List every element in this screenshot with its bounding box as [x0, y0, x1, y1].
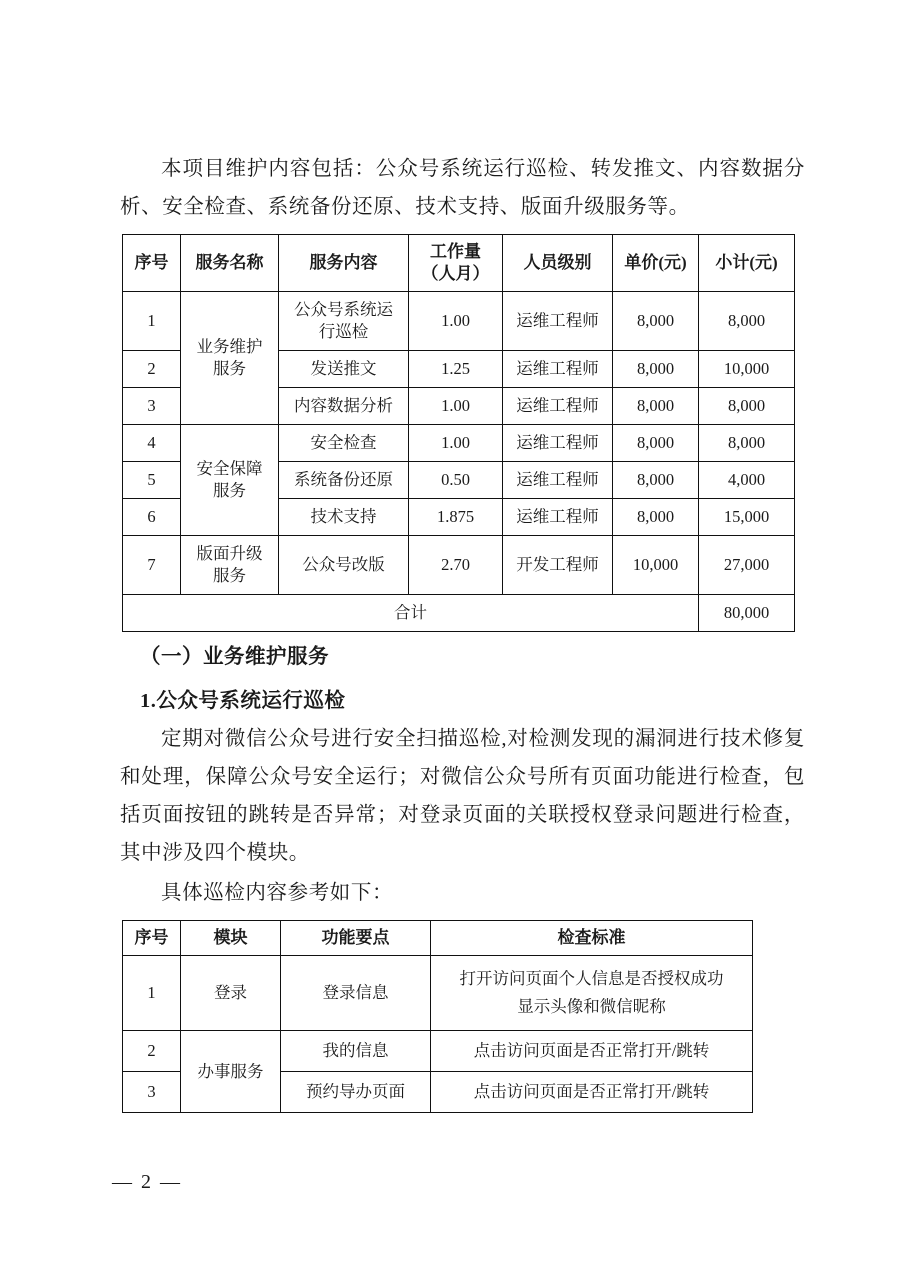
cell-staff-level: 运维工程师: [503, 351, 613, 388]
cell-seq: 6: [123, 499, 181, 536]
cell-unit-price: 8,000: [613, 425, 699, 462]
cell-staff-level: 运维工程师: [503, 462, 613, 499]
standard-line2: 显示头像和微信昵称: [517, 997, 666, 1016]
page-number: — 2 —: [112, 1171, 182, 1193]
header-workload: [409, 235, 503, 292]
cell-unit-price: 8,000: [613, 499, 699, 536]
group3-line2: 服务: [213, 566, 246, 585]
body-paragraph: 定期对微信公众号进行安全扫描巡检,对检测发现的漏洞进行技术修复和处理，保障公众号安全运行；对微信公众号所有页面功能进行检查，包括页面按钮的跳转是否异常；对登录页面的关联授权登录问题进行检查，其中涉及四个模块。: [120, 728, 805, 864]
cell-unit-price: 8,000: [613, 351, 699, 388]
header-staff-level: 人员级别: [503, 235, 613, 292]
header-subtotal: 小计(元): [699, 235, 795, 292]
inspection-table-header: [123, 921, 753, 956]
header-workload-line1: 工作量: [430, 242, 481, 261]
cell-staff-level: 运维工程师: [503, 388, 613, 425]
table-total-row: [123, 595, 795, 632]
cell-unit-price: 8,000: [613, 462, 699, 499]
table-row: [123, 292, 795, 351]
header-seq: 序号: [123, 235, 181, 292]
cell-workload: 1.25: [409, 351, 503, 388]
header-standard: 检查标准: [431, 921, 753, 956]
cell-seq: 1: [123, 956, 181, 1031]
header-seq: 序号: [123, 921, 181, 956]
cell-service-content: [279, 292, 409, 351]
table-header-row: [123, 235, 795, 292]
cell-service-content: 技术支持: [279, 499, 409, 536]
cell-staff-level: 运维工程师: [503, 292, 613, 351]
group1-line1: 业务维护: [196, 337, 263, 356]
cell-service-content: 内容数据分析: [279, 388, 409, 425]
cost-table-body: [123, 292, 795, 632]
cell-service-content: 发送推文: [279, 351, 409, 388]
cell-feature: 预约导办页面: [281, 1072, 431, 1113]
cell-subtotal: 8,000: [699, 425, 795, 462]
cell-workload: 0.50: [409, 462, 503, 499]
cell-unit-price: 10,000: [613, 536, 699, 595]
cell-subtotal: 4,000: [699, 462, 795, 499]
cell-subtotal: 15,000: [699, 499, 795, 536]
cell-service-name-group1: [181, 292, 279, 425]
cell-seq: 5: [123, 462, 181, 499]
lead-in-paragraph: 具体巡检内容参考如下：: [161, 882, 394, 904]
inspection-table-body: [123, 956, 753, 1113]
cell-staff-level: 运维工程师: [503, 425, 613, 462]
cell-subtotal: 27,000: [699, 536, 795, 595]
standard-line1: 打开访问页面个人信息是否授权成功: [459, 969, 724, 988]
cell-feature: 登录信息: [281, 956, 431, 1031]
cell-seq: 7: [123, 536, 181, 595]
cell-seq: 3: [123, 388, 181, 425]
cell-workload: 1.00: [409, 425, 503, 462]
header-unit-price: 单价(元): [613, 235, 699, 292]
cell-seq: 3: [123, 1072, 181, 1113]
cell-module-group2: 办事服务: [181, 1031, 281, 1113]
header-feature: 功能要点: [281, 921, 431, 956]
inspection-table: [122, 920, 753, 1113]
cell-service-content: 公众号改版: [279, 536, 409, 595]
group2-line1: 安全保障: [196, 459, 263, 478]
cell-seq: 2: [123, 1031, 181, 1072]
cell-staff-level: 运维工程师: [503, 499, 613, 536]
group1-line2: 服务: [213, 359, 246, 378]
total-label: 合计: [123, 595, 699, 632]
cell-service-name-group2: [181, 425, 279, 536]
cell-workload: 1.00: [409, 388, 503, 425]
content-line2: 行巡检: [318, 322, 369, 341]
cell-standard: 点击访问页面是否正常打开/跳转: [431, 1072, 753, 1113]
cell-unit-price: 8,000: [613, 292, 699, 351]
cell-standard: [431, 956, 753, 1031]
table-header-row: [123, 921, 753, 956]
group2-line2: 服务: [213, 481, 246, 500]
total-value: 80,000: [699, 595, 795, 632]
table-row: [123, 1031, 753, 1072]
cell-workload: 1.00: [409, 292, 503, 351]
content-line1: 公众号系统运: [294, 300, 393, 319]
table-row: [123, 536, 795, 595]
cell-seq: 2: [123, 351, 181, 388]
cell-subtotal: 10,000: [699, 351, 795, 388]
header-workload-line2: （人月）: [421, 264, 490, 283]
subsection-heading-1: 1.公众号系统运行巡检: [140, 690, 346, 712]
header-service-name: 服务名称: [181, 235, 279, 292]
cell-subtotal: 8,000: [699, 292, 795, 351]
cell-workload: 2.70: [409, 536, 503, 595]
cell-unit-price: 8,000: [613, 388, 699, 425]
header-service-content: 服务内容: [279, 235, 409, 292]
table-row: [123, 956, 753, 1031]
cell-seq: 1: [123, 292, 181, 351]
cell-feature: 我的信息: [281, 1031, 431, 1072]
intro-paragraph: 本项目维护内容包括：公众号系统运行巡检、转发推文、内容数据分析、安全检查、系统备份还原、技术支持、版面升级服务等。: [120, 158, 805, 218]
cell-workload: 1.875: [409, 499, 503, 536]
cost-table-header: [123, 235, 795, 292]
cell-seq: 4: [123, 425, 181, 462]
cell-service-content: 安全检查: [279, 425, 409, 462]
cost-table: [122, 234, 795, 632]
cell-subtotal: 8,000: [699, 388, 795, 425]
cell-module: 登录: [181, 956, 281, 1031]
cell-service-name-group3: [181, 536, 279, 595]
cell-staff-level: 开发工程师: [503, 536, 613, 595]
table-row: [123, 425, 795, 462]
cell-service-content: 系统备份还原: [279, 462, 409, 499]
header-module: 模块: [181, 921, 281, 956]
group3-line1: 版面升级: [196, 544, 263, 563]
section-heading-1: （一）业务维护服务: [140, 646, 329, 668]
cell-standard: 点击访问页面是否正常打开/跳转: [431, 1031, 753, 1072]
